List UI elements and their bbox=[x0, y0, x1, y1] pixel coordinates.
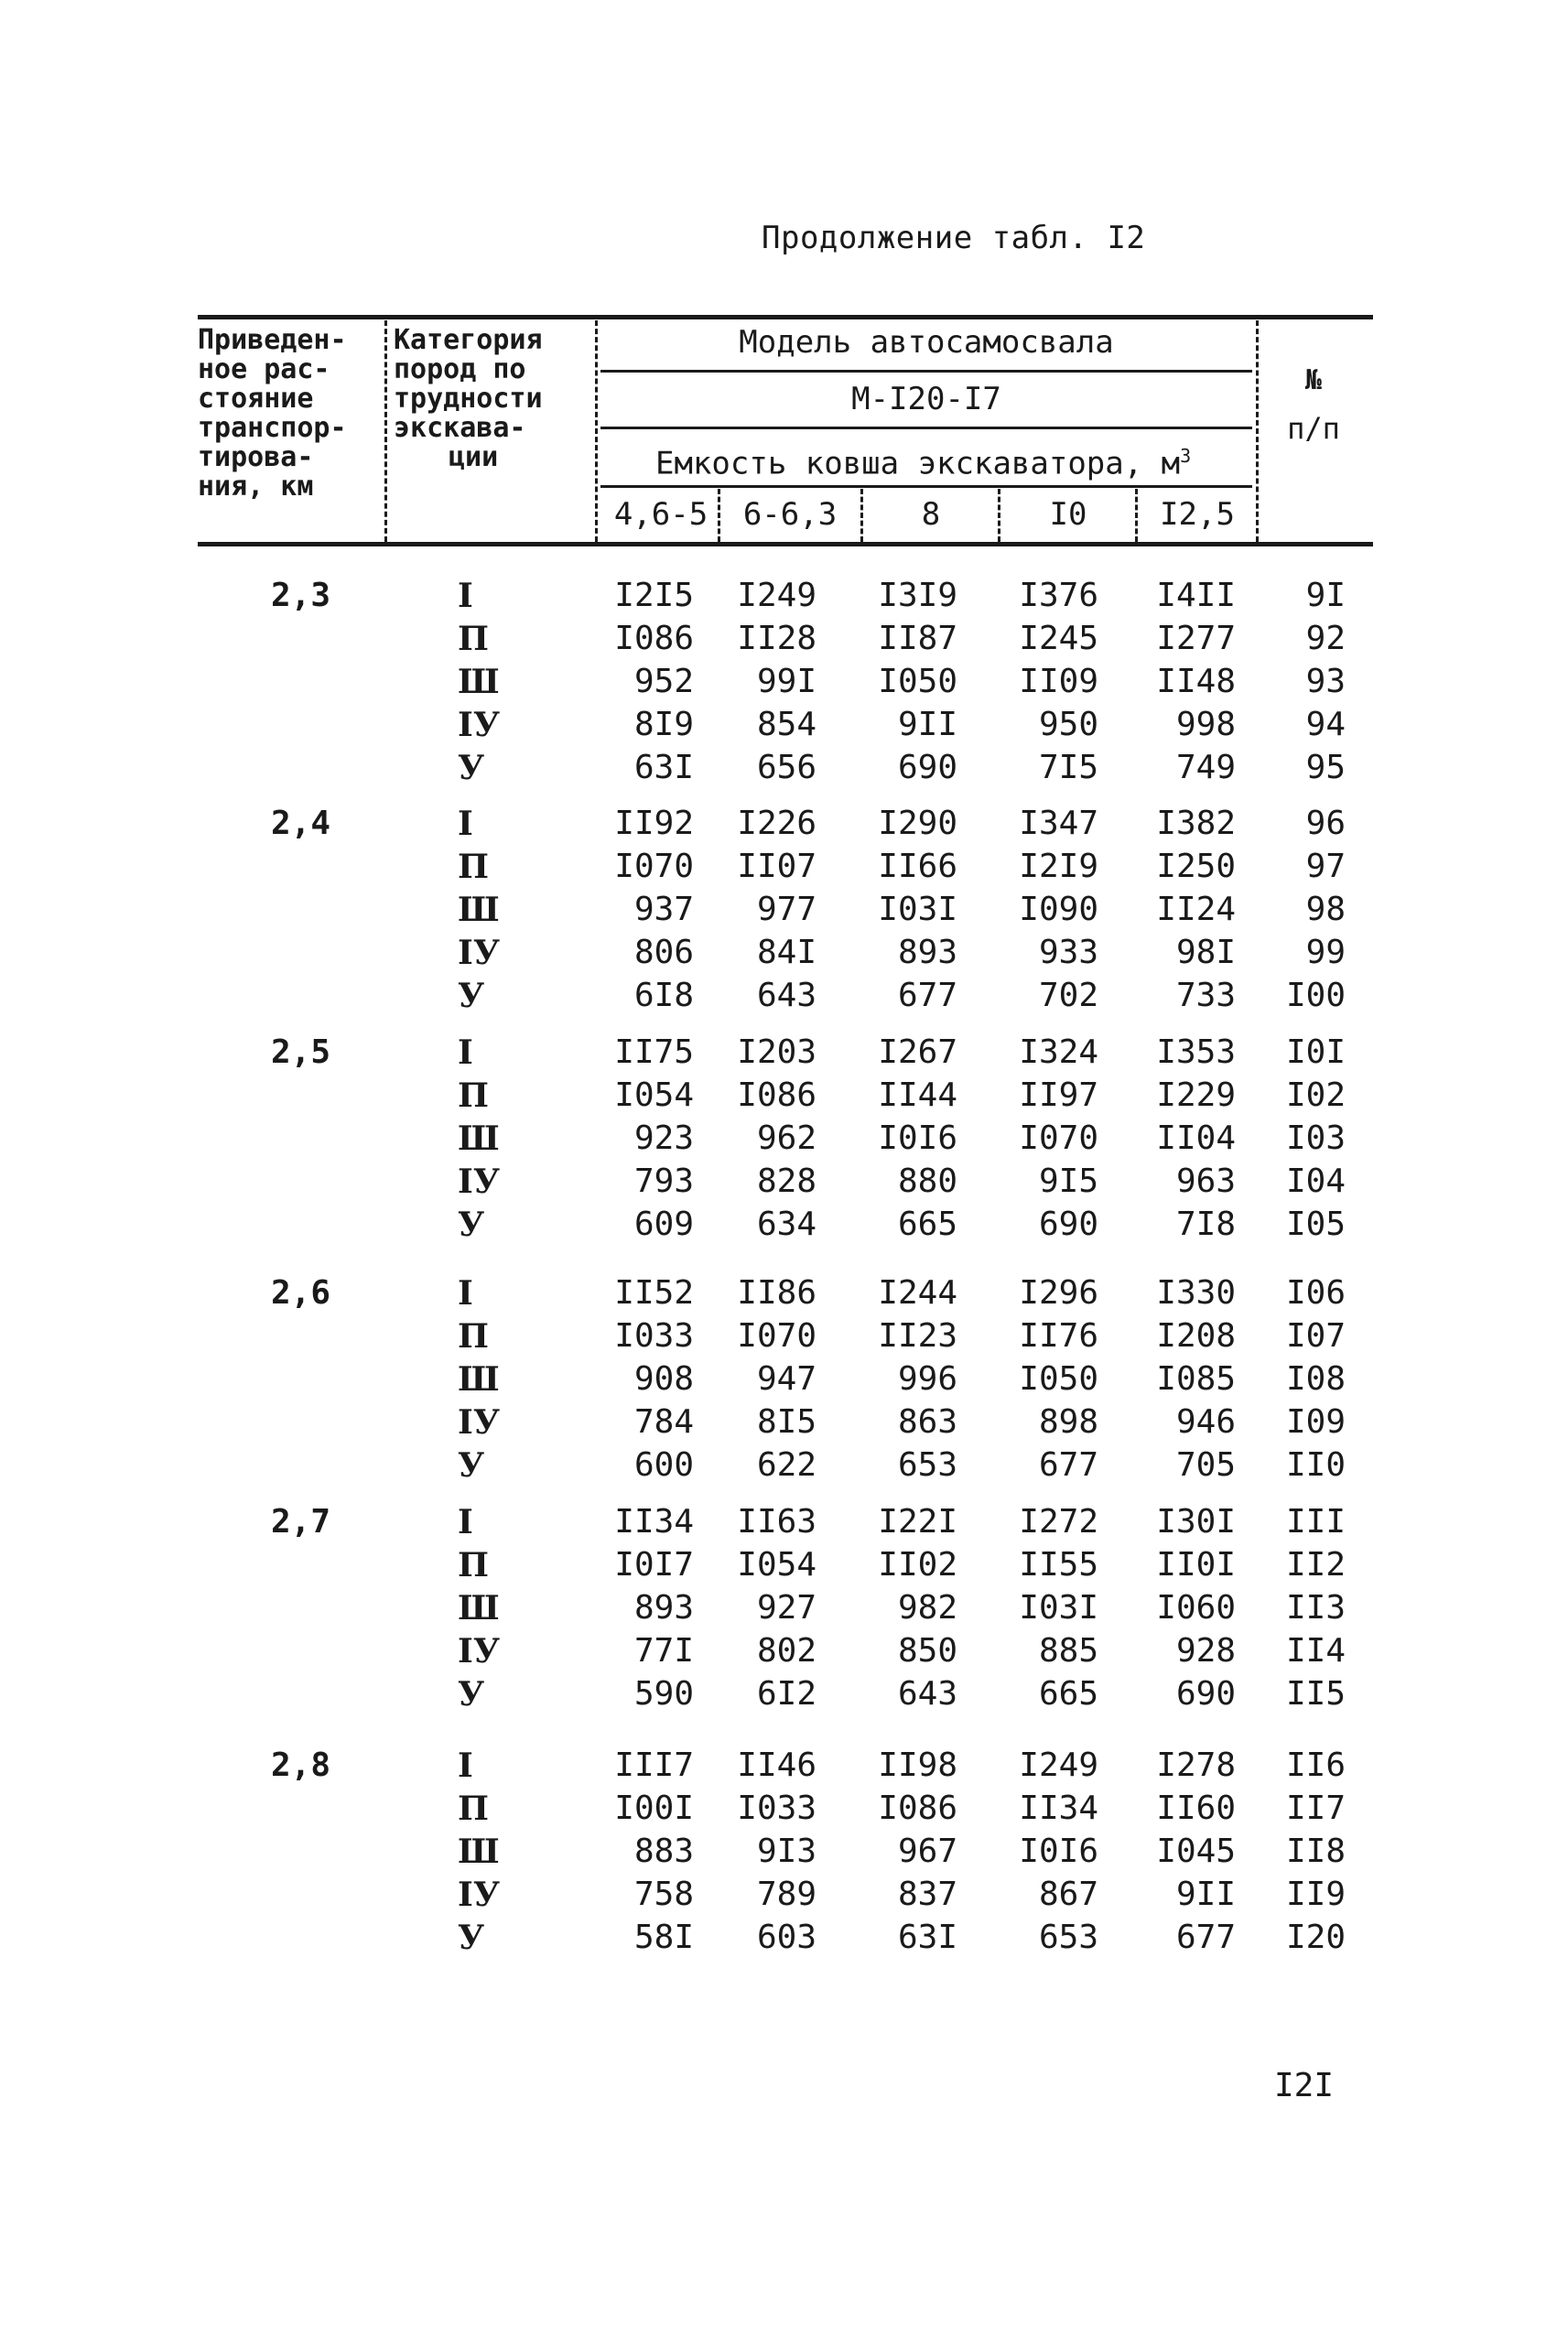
row-number-cell: 95 bbox=[1305, 749, 1346, 786]
category-cell: П bbox=[458, 1076, 489, 1115]
value-cell: I347 bbox=[1019, 805, 1098, 842]
value-cell: 927 bbox=[756, 1589, 816, 1627]
value-cell: II60 bbox=[1156, 1790, 1236, 1827]
header-number-label: п/п bbox=[1287, 411, 1340, 446]
value-cell: I033 bbox=[614, 1317, 694, 1355]
value-cell: II34 bbox=[614, 1503, 694, 1541]
value-cell: II46 bbox=[737, 1746, 816, 1784]
value-cell: III7 bbox=[614, 1746, 694, 1784]
value-cell: 7I5 bbox=[1038, 749, 1098, 786]
value-cell: I376 bbox=[1019, 577, 1098, 614]
value-cell: I4II bbox=[1156, 577, 1236, 614]
row-number-cell: 96 bbox=[1305, 805, 1346, 842]
header-top-rule bbox=[198, 315, 1373, 319]
value-cell: I050 bbox=[878, 663, 957, 700]
distance-cell: 2,3 bbox=[271, 577, 331, 614]
row-number-cell: I03 bbox=[1285, 1119, 1346, 1157]
category-cell: IУ bbox=[458, 1876, 501, 1914]
value-cell: 8I9 bbox=[633, 706, 694, 743]
category-cell: IУ bbox=[458, 934, 501, 972]
value-cell: 58I bbox=[633, 1919, 694, 1956]
value-cell: 98I bbox=[1175, 934, 1236, 971]
row-number-cell: 92 bbox=[1305, 620, 1346, 657]
value-cell: 63I bbox=[633, 749, 694, 786]
value-cell: I208 bbox=[1156, 1317, 1236, 1355]
value-cell: 665 bbox=[1038, 1675, 1098, 1713]
value-cell: 733 bbox=[1175, 977, 1236, 1014]
value-cell: II63 bbox=[737, 1503, 816, 1541]
category-cell: I bbox=[458, 1746, 473, 1785]
value-cell: 893 bbox=[897, 934, 957, 971]
column-separator bbox=[595, 320, 598, 542]
row-number-cell: II4 bbox=[1285, 1632, 1346, 1670]
header-number-sign: № bbox=[1304, 364, 1323, 396]
header-distance-line: тирова- bbox=[198, 441, 314, 473]
model-rule bbox=[600, 370, 1252, 373]
value-cell: 84I bbox=[756, 934, 816, 971]
row-number-cell: I08 bbox=[1285, 1360, 1346, 1398]
category-cell: Ш bbox=[458, 1589, 500, 1628]
row-number-cell: I06 bbox=[1285, 1274, 1346, 1312]
value-cell: I086 bbox=[614, 620, 694, 657]
value-cell: I353 bbox=[1156, 1033, 1236, 1071]
row-number-cell: II6 bbox=[1285, 1746, 1346, 1784]
header-capacity-text: Емкость ковша экскаватора, м bbox=[655, 445, 1181, 482]
value-cell: 977 bbox=[756, 891, 816, 928]
distance-cell: 2,7 bbox=[271, 1503, 331, 1541]
value-cell: 967 bbox=[897, 1833, 957, 1870]
value-cell: 947 bbox=[756, 1360, 816, 1398]
header-distance-line: стояние bbox=[198, 383, 314, 415]
row-number-cell: I20 bbox=[1285, 1919, 1346, 1956]
value-cell: 883 bbox=[633, 1833, 694, 1870]
value-cell: II87 bbox=[878, 620, 957, 657]
header-distance-line: Приведен- bbox=[198, 324, 347, 356]
category-cell: П bbox=[458, 1546, 489, 1584]
category-cell: Ш bbox=[458, 1360, 500, 1399]
value-cell: I245 bbox=[1019, 620, 1098, 657]
value-cell: II55 bbox=[1019, 1546, 1098, 1584]
value-cell: 996 bbox=[897, 1360, 957, 1398]
value-cell: 702 bbox=[1038, 977, 1098, 1014]
value-cell: II09 bbox=[1019, 663, 1098, 700]
header-distance-line: транспор- bbox=[198, 412, 347, 444]
value-cell: I22I bbox=[878, 1503, 957, 1541]
distance-cell: 2,4 bbox=[271, 805, 331, 842]
header-capacity-col: I2,5 bbox=[1160, 496, 1235, 533]
header-distance-line: ния, км bbox=[198, 470, 314, 503]
header-bottom-rule bbox=[198, 542, 1373, 546]
model-name-rule bbox=[600, 427, 1252, 429]
value-cell: II0I bbox=[1156, 1546, 1236, 1584]
value-cell: I330 bbox=[1156, 1274, 1236, 1312]
header-capacity-col: 4,6-5 bbox=[613, 496, 708, 533]
value-cell: I249 bbox=[737, 577, 816, 614]
value-cell: 837 bbox=[897, 1876, 957, 1913]
row-number-cell: 94 bbox=[1305, 706, 1346, 743]
value-cell: 908 bbox=[633, 1360, 694, 1398]
value-cell: 643 bbox=[756, 977, 816, 1014]
value-cell: 863 bbox=[897, 1403, 957, 1441]
value-cell: 77I bbox=[633, 1632, 694, 1670]
value-cell: 665 bbox=[897, 1206, 957, 1243]
category-cell: У bbox=[458, 1446, 485, 1485]
value-cell: 982 bbox=[897, 1589, 957, 1627]
category-cell: I bbox=[458, 1033, 473, 1072]
value-cell: 656 bbox=[756, 749, 816, 786]
value-cell: II44 bbox=[878, 1076, 957, 1114]
value-cell: I250 bbox=[1156, 848, 1236, 885]
category-cell: I bbox=[458, 1274, 473, 1313]
value-cell: I3I9 bbox=[878, 577, 957, 614]
row-number-cell: I05 bbox=[1285, 1206, 1346, 1243]
value-cell: 962 bbox=[756, 1119, 816, 1157]
value-cell: 952 bbox=[633, 663, 694, 700]
value-cell: 950 bbox=[1038, 706, 1098, 743]
value-cell: I0I7 bbox=[614, 1546, 694, 1584]
category-cell: IУ bbox=[458, 706, 501, 744]
category-cell: У bbox=[458, 749, 485, 787]
value-cell: 590 bbox=[633, 1675, 694, 1713]
category-cell: П bbox=[458, 1790, 489, 1828]
value-cell: I229 bbox=[1156, 1076, 1236, 1114]
category-cell: I bbox=[458, 577, 473, 615]
capacity-rule bbox=[600, 485, 1252, 488]
header-category-line: пород по bbox=[394, 353, 526, 385]
category-cell: IУ bbox=[458, 1162, 501, 1201]
value-cell: 9I5 bbox=[1038, 1162, 1098, 1200]
value-cell: II07 bbox=[737, 848, 816, 885]
distance-cell: 2,5 bbox=[271, 1033, 331, 1071]
category-cell: I bbox=[458, 805, 473, 843]
header-model-name: М-I20-I7 bbox=[851, 381, 1001, 417]
value-cell: 928 bbox=[1175, 1632, 1236, 1670]
value-cell: 806 bbox=[633, 934, 694, 971]
row-number-cell: I00 bbox=[1285, 977, 1346, 1014]
category-cell: П bbox=[458, 1317, 489, 1356]
category-cell: П bbox=[458, 620, 489, 658]
header-distance-line: ное рас- bbox=[198, 353, 330, 385]
value-cell: I070 bbox=[737, 1317, 816, 1355]
value-cell: 758 bbox=[633, 1876, 694, 1913]
value-cell: I2I9 bbox=[1019, 848, 1098, 885]
value-cell: 784 bbox=[633, 1403, 694, 1441]
value-cell: II04 bbox=[1156, 1119, 1236, 1157]
column-separator bbox=[860, 489, 863, 542]
value-cell: 850 bbox=[897, 1632, 957, 1670]
column-separator bbox=[718, 489, 720, 542]
value-cell: I30I bbox=[1156, 1503, 1236, 1541]
header-capacity-title bbox=[655, 441, 1192, 482]
value-cell: II48 bbox=[1156, 663, 1236, 700]
value-cell: I249 bbox=[1019, 1746, 1098, 1784]
row-number-cell: II0 bbox=[1285, 1446, 1346, 1484]
value-cell: II86 bbox=[737, 1274, 816, 1312]
value-cell: II23 bbox=[878, 1317, 957, 1355]
value-cell: 793 bbox=[633, 1162, 694, 1200]
row-number-cell: 99 bbox=[1305, 934, 1346, 971]
row-number-cell: 9I bbox=[1305, 577, 1346, 614]
header-capacity-sup: 3 bbox=[1180, 445, 1192, 467]
value-cell: 609 bbox=[633, 1206, 694, 1243]
row-number-cell: I07 bbox=[1285, 1317, 1346, 1355]
value-cell: 802 bbox=[756, 1632, 816, 1670]
value-cell: 749 bbox=[1175, 749, 1236, 786]
row-number-cell: I04 bbox=[1285, 1162, 1346, 1200]
value-cell: 880 bbox=[897, 1162, 957, 1200]
value-cell: 854 bbox=[756, 706, 816, 743]
value-cell: 898 bbox=[1038, 1403, 1098, 1441]
column-separator bbox=[998, 489, 1000, 542]
value-cell: 622 bbox=[756, 1446, 816, 1484]
value-cell: I03I bbox=[1019, 1589, 1098, 1627]
column-separator bbox=[1135, 489, 1138, 542]
category-cell: Ш bbox=[458, 1119, 500, 1158]
column-separator bbox=[384, 320, 387, 542]
value-cell: 963 bbox=[1175, 1162, 1236, 1200]
page-number: I2I bbox=[1274, 2067, 1335, 2104]
value-cell: 933 bbox=[1038, 934, 1098, 971]
value-cell: II98 bbox=[878, 1746, 957, 1784]
value-cell: I226 bbox=[737, 805, 816, 842]
header-category-line: ции bbox=[449, 441, 499, 473]
header-category-line: Категория bbox=[394, 324, 543, 356]
value-cell: I290 bbox=[878, 805, 957, 842]
value-cell: II24 bbox=[1156, 891, 1236, 928]
value-cell: 923 bbox=[633, 1119, 694, 1157]
distance-cell: 2,8 bbox=[271, 1746, 331, 1784]
value-cell: I086 bbox=[737, 1076, 816, 1114]
header-model-title: Модель автосамосвала bbox=[739, 324, 1114, 361]
column-separator bbox=[1256, 320, 1259, 542]
value-cell: 7I8 bbox=[1175, 1206, 1236, 1243]
value-cell: 634 bbox=[756, 1206, 816, 1243]
row-number-cell: III bbox=[1285, 1503, 1346, 1541]
value-cell: I050 bbox=[1019, 1360, 1098, 1398]
row-number-cell: I0I bbox=[1285, 1033, 1346, 1071]
category-cell: Ш bbox=[458, 891, 500, 929]
value-cell: I0I6 bbox=[1019, 1833, 1098, 1870]
value-cell: I0I6 bbox=[878, 1119, 957, 1157]
category-cell: IУ bbox=[458, 1403, 501, 1442]
row-number-cell: II2 bbox=[1285, 1546, 1346, 1584]
table-caption: Продолжение табл. I2 bbox=[762, 220, 1146, 256]
value-cell: 885 bbox=[1038, 1632, 1098, 1670]
value-cell: 705 bbox=[1175, 1446, 1236, 1484]
value-cell: I2I5 bbox=[614, 577, 694, 614]
category-cell: Ш bbox=[458, 663, 500, 701]
value-cell: 603 bbox=[756, 1919, 816, 1956]
value-cell: I277 bbox=[1156, 620, 1236, 657]
value-cell: II52 bbox=[614, 1274, 694, 1312]
row-number-cell: II9 bbox=[1285, 1876, 1346, 1913]
value-cell: I00I bbox=[614, 1790, 694, 1827]
header-capacity-col: I0 bbox=[1049, 496, 1087, 533]
value-cell: I382 bbox=[1156, 805, 1236, 842]
row-number-cell: II8 bbox=[1285, 1833, 1346, 1870]
value-cell: 643 bbox=[897, 1675, 957, 1713]
value-cell: 690 bbox=[1175, 1675, 1236, 1713]
value-cell: 8I5 bbox=[756, 1403, 816, 1441]
value-cell: I267 bbox=[878, 1033, 957, 1071]
value-cell: 653 bbox=[1038, 1919, 1098, 1956]
category-cell: IУ bbox=[458, 1632, 501, 1671]
value-cell: II34 bbox=[1019, 1790, 1098, 1827]
category-cell: У bbox=[458, 1919, 485, 1957]
value-cell: 677 bbox=[897, 977, 957, 1014]
value-cell: I054 bbox=[614, 1076, 694, 1114]
row-number-cell: II5 bbox=[1285, 1675, 1346, 1713]
header-capacity-col: 6-6,3 bbox=[742, 496, 838, 533]
category-cell: У bbox=[458, 1675, 485, 1714]
value-cell: I296 bbox=[1019, 1274, 1098, 1312]
value-cell: 600 bbox=[633, 1446, 694, 1484]
value-cell: I03I bbox=[878, 891, 957, 928]
value-cell: 937 bbox=[633, 891, 694, 928]
value-cell: 867 bbox=[1038, 1876, 1098, 1913]
category-cell: У bbox=[458, 977, 485, 1015]
value-cell: 946 bbox=[1175, 1403, 1236, 1441]
category-cell: П bbox=[458, 848, 489, 886]
value-cell: II92 bbox=[614, 805, 694, 842]
value-cell: 99I bbox=[756, 663, 816, 700]
value-cell: II28 bbox=[737, 620, 816, 657]
value-cell: II75 bbox=[614, 1033, 694, 1071]
value-cell: 828 bbox=[756, 1162, 816, 1200]
row-number-cell: 97 bbox=[1305, 848, 1346, 885]
row-number-cell: 98 bbox=[1305, 891, 1346, 928]
value-cell: 9I3 bbox=[756, 1833, 816, 1870]
row-number-cell: II7 bbox=[1285, 1790, 1346, 1827]
value-cell: I060 bbox=[1156, 1589, 1236, 1627]
row-number-cell: I02 bbox=[1285, 1076, 1346, 1114]
value-cell: 677 bbox=[1175, 1919, 1236, 1956]
value-cell: 677 bbox=[1038, 1446, 1098, 1484]
value-cell: I045 bbox=[1156, 1833, 1236, 1870]
value-cell: II76 bbox=[1019, 1317, 1098, 1355]
distance-cell: 2,6 bbox=[271, 1274, 331, 1312]
value-cell: I033 bbox=[737, 1790, 816, 1827]
value-cell: 6I8 bbox=[633, 977, 694, 1014]
value-cell: I085 bbox=[1156, 1360, 1236, 1398]
value-cell: 893 bbox=[633, 1589, 694, 1627]
value-cell: 998 bbox=[1175, 706, 1236, 743]
value-cell: I070 bbox=[1019, 1119, 1098, 1157]
value-cell: II97 bbox=[1019, 1076, 1098, 1114]
value-cell: 789 bbox=[756, 1876, 816, 1913]
header-capacity-col: 8 bbox=[921, 496, 941, 533]
value-cell: 9II bbox=[1175, 1876, 1236, 1913]
row-number-cell: 93 bbox=[1305, 663, 1346, 700]
value-cell: I090 bbox=[1019, 891, 1098, 928]
value-cell: I324 bbox=[1019, 1033, 1098, 1071]
category-cell: У bbox=[458, 1206, 485, 1244]
value-cell: II66 bbox=[878, 848, 957, 885]
category-cell: Ш bbox=[458, 1833, 500, 1871]
value-cell: 653 bbox=[897, 1446, 957, 1484]
value-cell: I086 bbox=[878, 1790, 957, 1827]
value-cell: I203 bbox=[737, 1033, 816, 1071]
value-cell: I244 bbox=[878, 1274, 957, 1312]
value-cell: 690 bbox=[1038, 1206, 1098, 1243]
header-category-line: экскава- bbox=[394, 412, 526, 444]
category-cell: I bbox=[458, 1503, 473, 1541]
value-cell: 9II bbox=[897, 706, 957, 743]
value-cell: I070 bbox=[614, 848, 694, 885]
value-cell: II02 bbox=[878, 1546, 957, 1584]
row-number-cell: I09 bbox=[1285, 1403, 1346, 1441]
value-cell: 690 bbox=[897, 749, 957, 786]
value-cell: I278 bbox=[1156, 1746, 1236, 1784]
value-cell: 63I bbox=[897, 1919, 957, 1956]
header-category-line: трудности bbox=[394, 383, 543, 415]
value-cell: I054 bbox=[737, 1546, 816, 1584]
value-cell: I272 bbox=[1019, 1503, 1098, 1541]
row-number-cell: II3 bbox=[1285, 1589, 1346, 1627]
value-cell: 6I2 bbox=[756, 1675, 816, 1713]
